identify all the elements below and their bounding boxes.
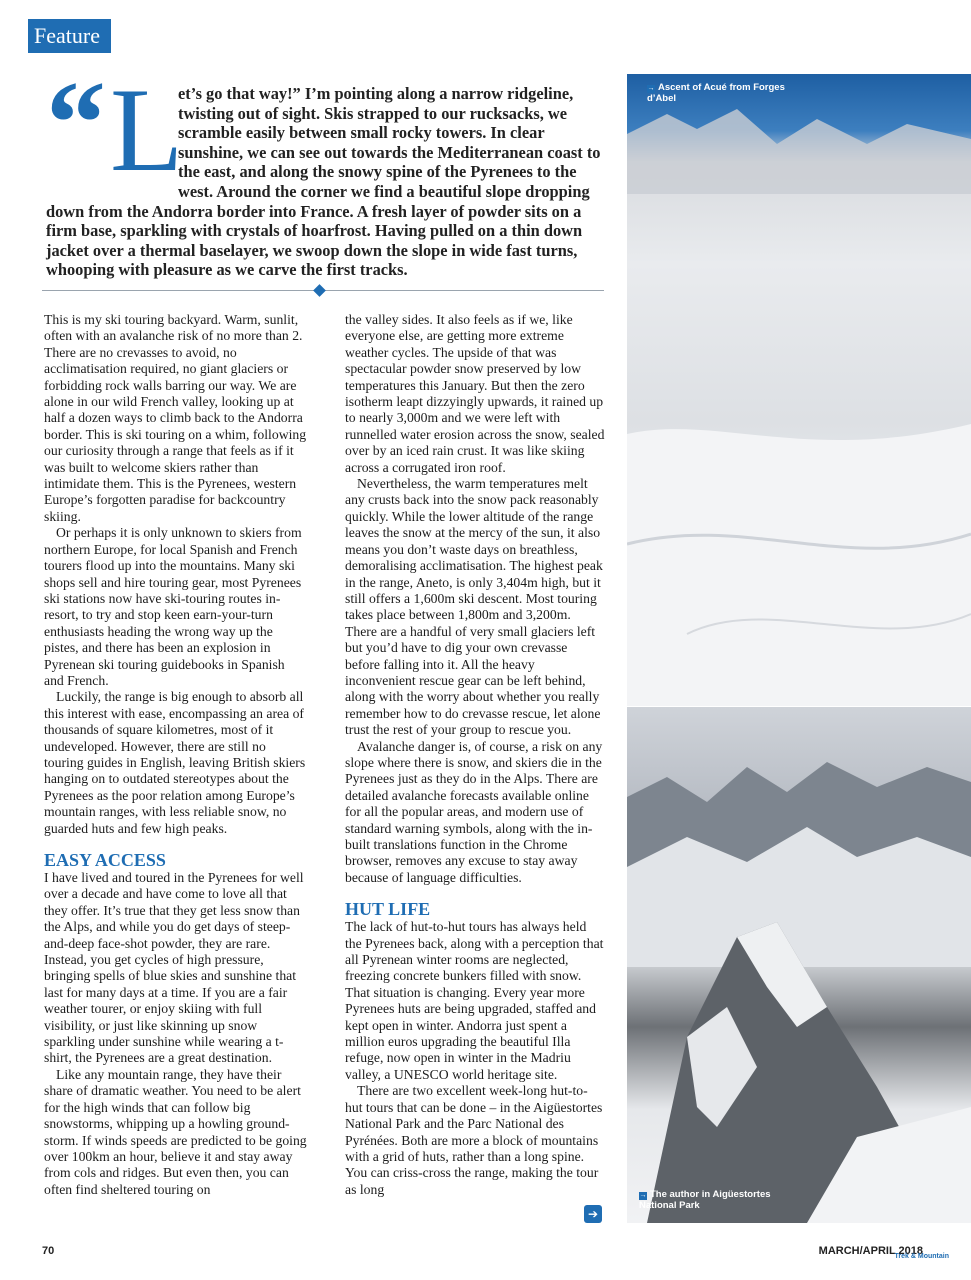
opening-quote-mark: “ (46, 56, 106, 189)
paragraph: the valley sides. It also feels as if we, like everyone else, are getting more extreme weather cycles. The upside of that was spectacular powder snow preserved by low temperatures this January. But then the zero isotherm leapt dizzyingly upwards, it rained up to nearly 3,000m and we were left with runnelled water erosion across the snow, sealed over by an iced rain crust. It was like skiing across a corrugated iron roof. (345, 312, 605, 475)
mountain-illustration (627, 707, 971, 1223)
paragraph: There are two excellent week-long hut-to-hut tours that can be done – in the Aigüestortes National Park and the Parc National des Pyrénées. Both are more a block of mountains with a grid of huts, rather than a long spine. You can criss-cross the range, making the tour as long (345, 1083, 603, 1197)
paragraph: Nevertheless, the warm temperatures melt any crusts back into the snow pack reasonably quickly. While the lower altitude of the range leaves the snow at the mercy of the sun, it also means you don’t waste days on breathless, demoralising acclimatisation. The highest peak in the range, Aneto, is only 3,404m high, but it still offers a 1,600m ski descent. Most touring takes place between 1,800m and 3,200m. There are a handful of very small glaciers left but you’d have to dig your own crevasse before falling into it. All the heavy inconvenient rescue gear can be left behind, along with the worry about whether you really remember how to do crevasse rescue, let alone trust the rest of your group to rescue you. (345, 476, 603, 738)
paragraph: Or perhaps it is only unknown to skiers from northern Europe, for local Spanish and French tourers flood up into the mountains. Many ski shops sell and hire touring gear, most Pyrenees ski stations now have ski-touring routes in-resort, to try and stop keen earn-your-turn enthusiasts heading the wrong way up the pistes, and there has been an explosion in Pyrenean ski touring guidebooks in Spanish and French. (44, 525, 302, 688)
paragraph: I have lived and toured in the Pyrenees for well over a decade and have come to love all that they offer. It’s true that they get less snow than the Alps, and while you do get days of steep-and-deep face-shot powder, they are rare. Instead, you get cycles of high pressure, bringing spells of blue skies and sunshine that last for many days at a time. If you are a fair weather tourer, or enjoy skiing with full visibility, or just like skinning up snow sparkling under sunshine while wearing a t-shirt, the Pyrenees are a great destination. (44, 870, 304, 1066)
section-heading-easy-access: EASY ACCESS (44, 850, 166, 870)
photo2-caption: → The author in Aigüestortes National Park (639, 1189, 771, 1211)
paragraph: Like any mountain range, they have their share of dramatic weather. You need to be alert for the high winds that can follow big snowstorms, whipping up a howling ground-storm. If winds speeds are predicted to be going over 100km an hour, believe it and stay away from cols and ridges. But even then, you can often find sheltered touring on (44, 1066, 307, 1197)
section-tag: Feature (28, 19, 111, 53)
paragraph: Avalanche danger is, of course, a risk on any slope where there is snow, and skiers die in the Pyrenees just as they do in the Alps. There are detailed avalanche forecasts available online for all the popular areas, and modern use of standard warning symbols, along with the in-built translations function in the Chrome browser, removes any excuse to stay away because of language difficulties. (345, 738, 603, 885)
caption-arrow-icon: → (639, 1192, 647, 1199)
standfirst (46, 84, 606, 280)
section-heading-hut-life: HUT LIFE (345, 899, 431, 920)
issue-date: MARCH/APRIL 2018 (818, 1245, 923, 1257)
page-number: 70 (42, 1245, 55, 1257)
divider-diamond-icon (313, 284, 326, 297)
standfirst-text: et’s go that way!” I’m pointing along a narrow ridgeline, twisting out of sight. Skis strapped to our rucksacks, we scramble easily between small rocky towers. In clear sunshine, we can see out towards the Mediterranean coast to the east, and along the snowy spine of the Pyrenees to the west. Around the corner we find a beautiful slope dropping down from the Andorra border into France. A fresh layer of powder sits on a firm base, sparkling with crystals of hoarfrost. Having pulled on a thin down jacket over a thermal baselayer, we swoop down the slope in wide fast turns, whooping with pleasure as we carve the first tracks. (46, 84, 601, 280)
photo1-caption: → Ascent of Acué from Forges d’Abel (647, 82, 785, 104)
snowfield-illustration (627, 74, 971, 706)
photo-author-aiguestortes (627, 707, 971, 1223)
body-column-2 (345, 312, 605, 1198)
paragraph: The lack of hut-to-hut tours has always held the Pyrenees back, along with a perception that all Pyrenean winter rooms are neglected, freezing concrete bunkers filled with snow. That situation is changing. Every year more Pyrenees huts are being upgraded, staffed and kept open in winter. Andorra just spent a million euros upgrading the beautiful Illa refuge, now open in winter in the Madriu valley, a UNESCO world heritage site. (345, 919, 604, 1082)
drop-cap: L (110, 63, 184, 196)
continue-arrow-icon: ➔ (584, 1205, 602, 1223)
body-column-1 (44, 312, 307, 1198)
paragraph: Luckily, the range is big enough to absorb all this interest with ease, encompassing an area of thousands of square kilometres, most of it undeveloped. However, there are still no touring guides in English, leaving British skiers hanging on to outdated stereotypes about the Pyrenees as the poor relation among Europe’s mountain ranges, with less reliable snow, no guarded huts and few high peaks. (44, 689, 306, 836)
photo-ascent-of-acue (627, 74, 971, 706)
magazine-logo: Trek & Mountain (894, 1253, 949, 1260)
caption-arrow-icon: → (647, 85, 655, 92)
paragraph: This is my ski touring backyard. Warm, sunlit, often with an avalanche risk of no more than 2. There are no crevasses to avoid, no acclimatisation required, no giant glaciers or forbidding rock walls barring our way. We are alone in our wild French valley, looking up at half a dozen ways to climb back to the Andorra border. This is ski touring on a whim, following our curiosity through a range that feels as if it was built to welcome skiers rather than intimidate them. This is the Pyrenees, western Europe’s forgotten paradise for backcountry skiing. (44, 312, 307, 524)
